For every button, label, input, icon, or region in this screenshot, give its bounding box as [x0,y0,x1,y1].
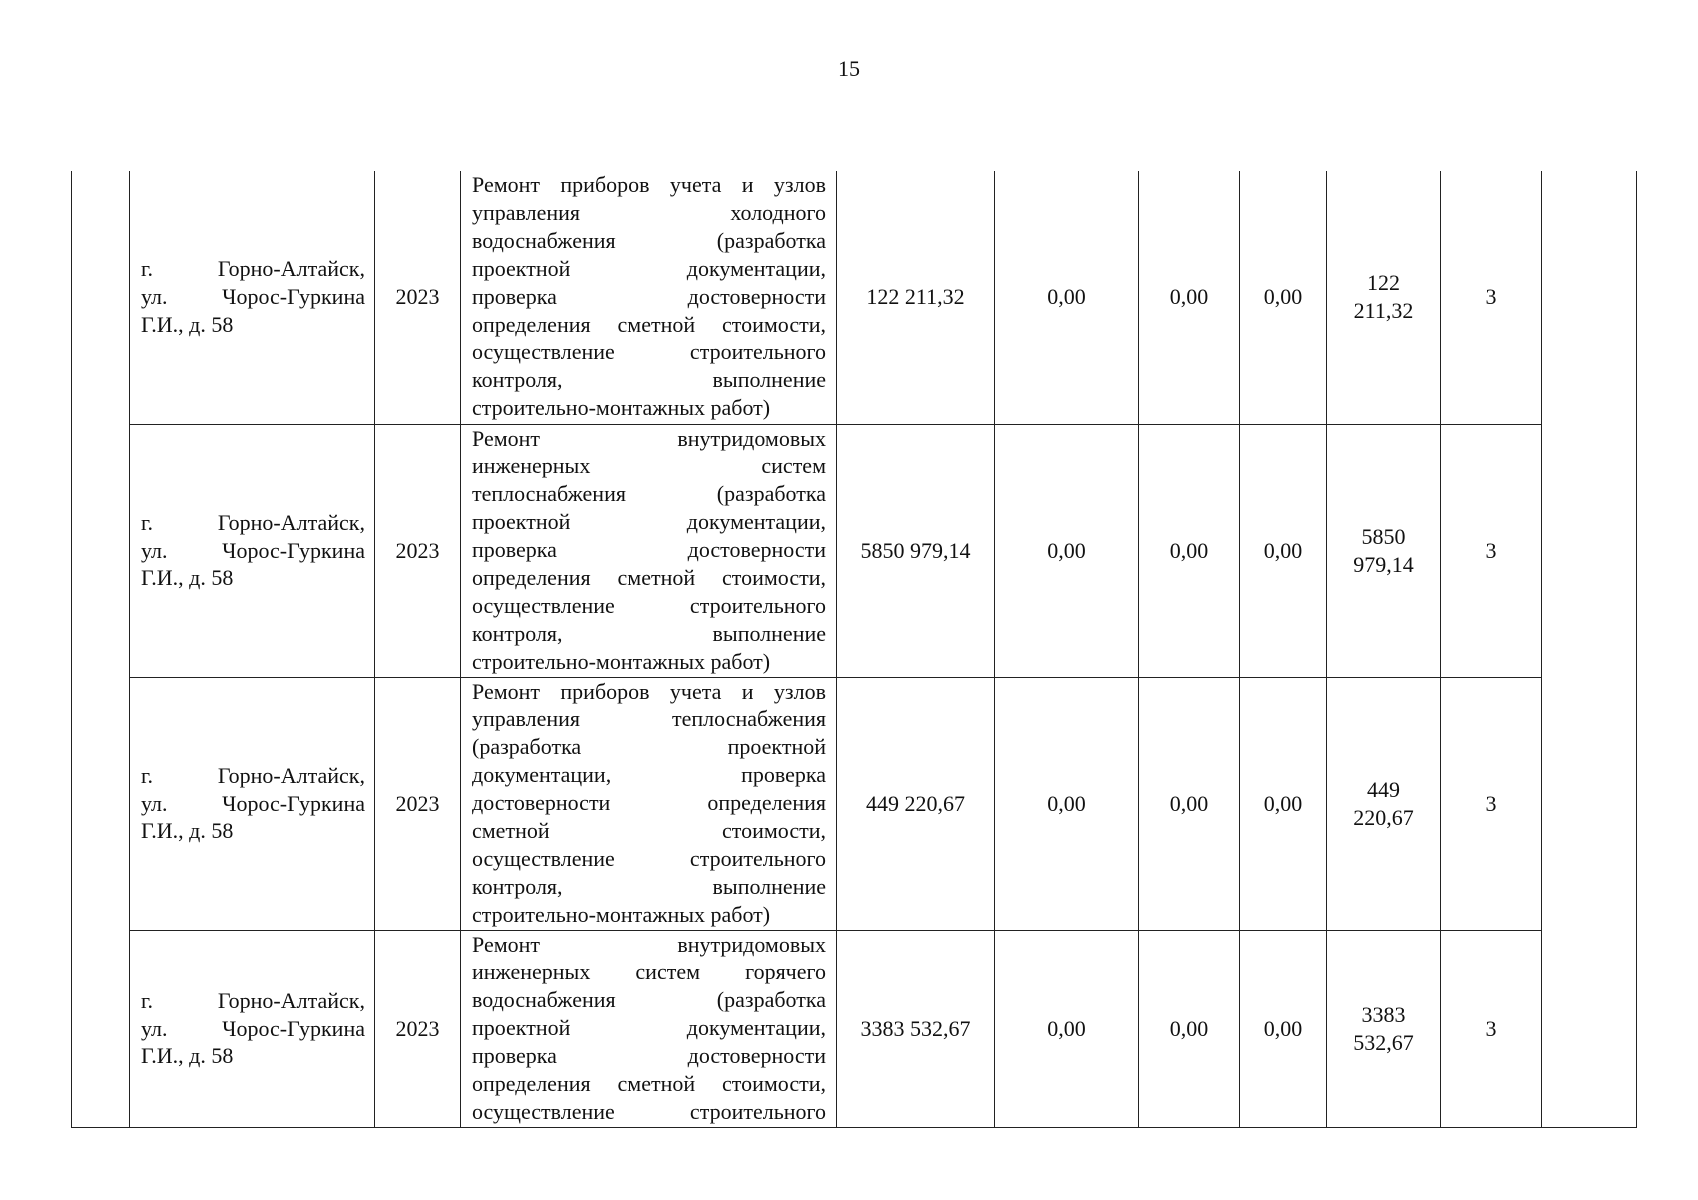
address-line: Г.И., д. 58 [141,565,234,591]
total-cost-cell: 449 220,67 [837,677,995,930]
address-cell [130,424,375,677]
fund-cell: 0,00 [1240,930,1327,1127]
fund-cell: 0,00 [1240,171,1327,424]
work-description-line: определения сметной стоимости, [472,311,826,337]
work-description-line: проектной документации, [472,509,826,535]
year-cell: 2023 [375,171,461,424]
work-description-line: осуществление строительного [472,592,826,618]
trailing-cell [1542,171,1637,1127]
owners-funds-line: 3383 [1361,1001,1406,1027]
fund-cell: 0,00 [995,424,1139,677]
work-description-line: проектной документации, [472,255,826,281]
address-line: Г.И., д. 58 [141,818,234,844]
address-line: ул. Чорос-Гуркина [141,284,365,310]
table-row [72,930,1637,1127]
work-description-line: инженерных систем горячего [472,959,826,985]
year-cell: 2023 [375,677,461,930]
work-description-line: Ремонт приборов учета и узлов [472,172,826,197]
work-description-line: Ремонт внутридомовых [472,931,826,957]
work-description-line: осуществление строительного [472,845,826,871]
address-line: Г.И., д. 58 [141,1043,234,1069]
table-row [72,677,1637,930]
term-cell: 3 [1441,677,1542,930]
work-description-line: строительно-монтажных работ) [472,395,771,421]
fund-cell: 0,00 [1139,677,1240,930]
owners-funds-cell [1327,677,1441,930]
address-line: г. Горно-Алтайск, [141,762,365,788]
total-cost-cell: 122 211,32 [837,171,995,424]
address-line: ул. Чорос-Гуркина [141,790,365,816]
work-description-line: (разработка проектной [472,734,826,760]
address-line: Г.И., д. 58 [141,312,234,338]
work-description-line: контроля, выполнение [472,620,826,646]
work-description-line: Ремонт внутридомовых [472,425,826,451]
work-description-line: определения сметной стоимости, [472,1071,826,1097]
work-description-line: управления холодного [472,199,826,225]
work-description-line: осуществление строительного [472,1098,826,1124]
work-description-line: контроля, выполнение [472,873,826,899]
work-description-line: проверка достоверности [472,283,826,309]
term-cell: 3 [1441,930,1542,1127]
work-description-line: Ремонт приборов учета и узлов [472,678,826,704]
owners-funds-line: 979,14 [1353,551,1414,577]
work-description-line: инженерных систем [472,453,826,479]
repair-works-table [71,171,1637,1128]
work-description-line: водоснабжения (разработка [472,987,826,1013]
owners-funds-line: 122 [1367,270,1400,296]
fund-cell: 0,00 [995,930,1139,1127]
total-cost-cell: 3383 532,67 [837,930,995,1127]
address-line: г. Горно-Алтайск, [141,987,365,1013]
address-line: ул. Чорос-Гуркина [141,1015,365,1041]
fund-cell: 0,00 [1139,424,1240,677]
owners-funds-line: 220,67 [1353,804,1414,830]
row-number-cell [72,171,130,1127]
year-cell: 2023 [375,424,461,677]
work-description-line: проверка достоверности [472,537,826,563]
year-cell: 2023 [375,930,461,1127]
owners-funds-line: 532,67 [1353,1029,1414,1055]
fund-cell: 0,00 [1139,171,1240,424]
address-cell [130,677,375,930]
work-description-line: осуществление строительного [472,339,826,365]
owners-funds-line: 449 [1367,776,1400,802]
term-cell: 3 [1441,171,1542,424]
page-number: 15 [838,56,860,81]
address-cell [130,930,375,1127]
work-description-line: проектной документации, [472,1015,826,1041]
work-description-line: документации, проверка [472,762,826,788]
total-cost-cell: 5850 979,14 [837,424,995,677]
owners-funds-cell [1327,171,1441,424]
owners-funds-line: 5850 [1361,523,1406,549]
work-description-line: достоверности определения [472,790,826,816]
term-cell: 3 [1441,424,1542,677]
work-description-line: проверка достоверности [472,1043,826,1069]
fund-cell: 0,00 [995,677,1139,930]
fund-cell: 0,00 [1240,677,1327,930]
work-description-cell [461,424,837,677]
work-description-cell [461,171,837,424]
work-description-line: контроля, выполнение [472,367,826,393]
work-description-line: управления теплоснабжения [472,706,826,732]
work-description-line: строительно-монтажных работ) [472,648,771,674]
address-line: ул. Чорос-Гуркина [141,537,365,563]
work-description-line: водоснабжения (разработка [472,227,826,253]
table-row [72,171,1637,424]
fund-cell: 0,00 [1240,424,1327,677]
fund-cell: 0,00 [1139,930,1240,1127]
fund-cell: 0,00 [995,171,1139,424]
address-line: г. Горно-Алтайск, [141,256,365,282]
work-description-line: строительно-монтажных работ) [472,901,771,927]
address-cell [130,171,375,424]
work-description-cell [461,930,837,1127]
owners-funds-cell [1327,930,1441,1127]
work-description-line: сметной стоимости, [472,818,826,844]
owners-funds-cell [1327,424,1441,677]
table-row [72,424,1637,677]
owners-funds-line: 211,32 [1353,298,1414,324]
work-description-cell [461,677,837,930]
work-description-line: теплоснабжения (разработка [472,481,826,507]
work-description-line: определения сметной стоимости, [472,565,826,591]
address-line: г. Горно-Алтайск, [141,509,365,535]
